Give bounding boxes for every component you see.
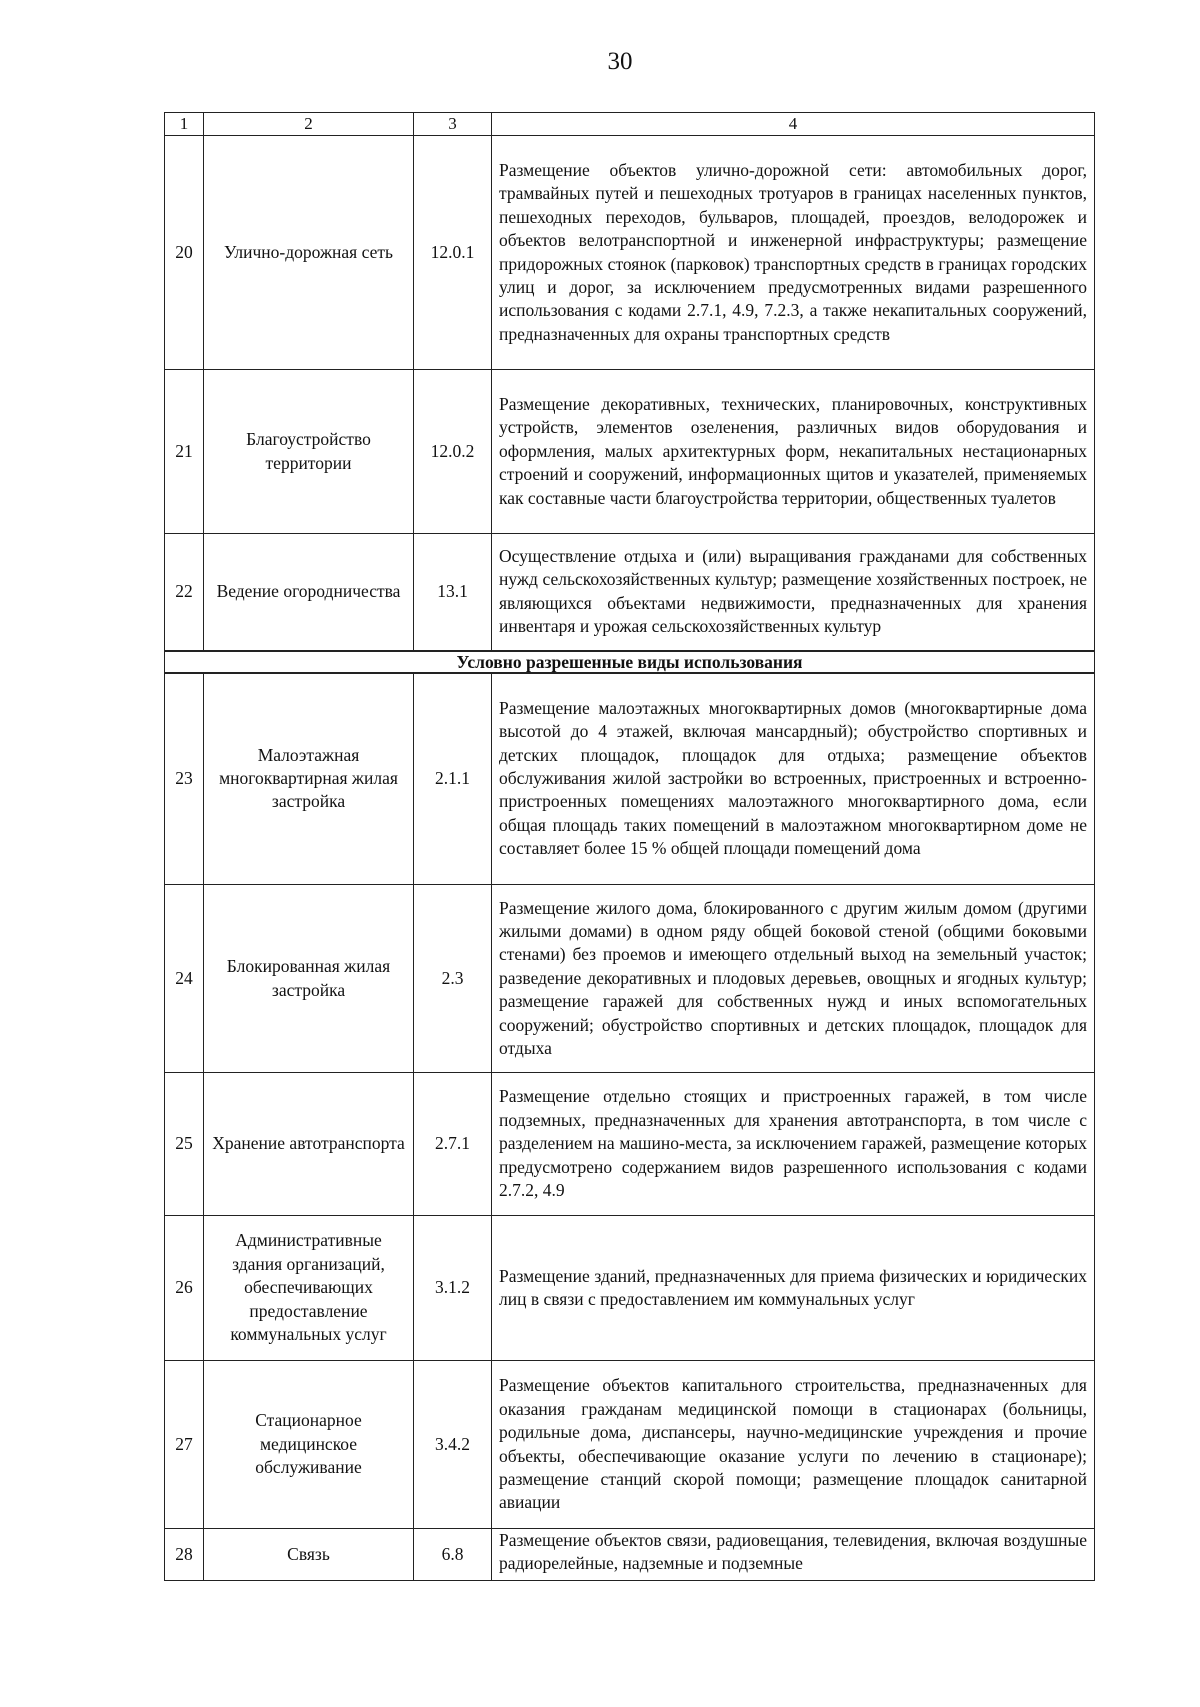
row-code: 6.8 <box>414 1529 492 1581</box>
row-description: Размещение отдельно стоящих и пристроенных гаражей, в том числе подземных, предназначенных для хранения автотранспорта, в том числе с разделением на машино-места, за исключением гаражей, размещение которых предусмотрено содержанием видов разрешенного использования с кодами 2.7.2, 4.9 <box>492 1073 1095 1216</box>
row-use-name: Административные здания организаций, обеспечивающих предоставление коммунальных услуг <box>204 1216 414 1361</box>
table-row <box>165 1216 1095 1361</box>
row-code: 2.7.1 <box>414 1073 492 1216</box>
row-number: 28 <box>165 1529 204 1581</box>
table-row <box>165 370 1095 534</box>
header-col-4: 4 <box>492 113 1095 136</box>
row-number: 25 <box>165 1073 204 1216</box>
row-description: Размещение объектов капитального строительства, предназначенных для оказания гражданам медицинской помощи в стационарах (больницы, родильные дома, диспансеры, научно-медицинские учреждения и прочие объекты, обеспечивающие оказание услуги по лечению в стационаре); размещение станций скорой помощи; размещение площадок санитарной авиации <box>492 1361 1095 1529</box>
header-col-1: 1 <box>165 113 204 136</box>
header-col-3: 3 <box>414 113 492 136</box>
row-number: 20 <box>165 136 204 370</box>
row-description: Размещение жилого дома, блокированного с другим жилым домом (другими жилыми домами) в одном ряду общей боковой стеной (общими боковыми стенами) без проемов и имеющего отдельный выход на земельный участок; разведение декоративных и плодовых деревьев, овощных и ягодных культур; размещение гаражей для собственных нужд и иных вспомогательных сооружений; обустройство спортивных и детских площадок, площадок для отдыха <box>492 885 1095 1073</box>
table-row <box>165 136 1095 370</box>
row-description: Размещение объектов связи, радиовещания, телевидения, включая воздушные радиорелейные, надземные и подземные <box>492 1529 1095 1581</box>
row-description: Размещение малоэтажных многоквартирных домов (многоквартирные дома высотой до 4 этажей, включая мансардный); обустройство спортивных и детских площадок, площадок для отдыха; размещение объектов обслуживания жилой застройки во встроенных, пристроенных и встроенно-пристроенных помещениях малоэтажного многоквартирного дома, если общая площадь таких помещений в малоэтажном многоквартирном доме не составляет более 15 % общей площади помещений дома <box>492 673 1095 885</box>
row-description: Осуществление отдыха и (или) выращивания гражданами для собственных нужд сельскохозяйственных культур; размещение хозяйственных построек, не являющихся объектами недвижимости, предназначенных для хранения инвентаря и урожая сельскохозяйственных культур <box>492 534 1095 651</box>
row-number: 21 <box>165 370 204 534</box>
table-header-row <box>165 113 1095 136</box>
row-number: 22 <box>165 534 204 651</box>
row-code: 13.1 <box>414 534 492 651</box>
table-row <box>165 1073 1095 1216</box>
row-code: 2.3 <box>414 885 492 1073</box>
row-use-name: Блокированная жилая застройка <box>204 885 414 1073</box>
row-description: Размещение объектов улично-дорожной сети: автомобильных дорог, трамвайных путей и пешеходных тротуаров в границах населенных пунктов, пешеходных переходов, бульваров, площадей, проездов, велодорожек и объектов велотранспортной и инженерной инфраструктуры; размещение придорожных стоянок (парковок) транспортных средств в границах городских улиц и дорог, за исключением предусмотренных видами разрешенного использования с кодами 2.7.1, 4.9, 7.2.3, а также некапитальных сооружений, предназначенных для охраны транспортных средств <box>492 136 1095 370</box>
land-use-table <box>164 112 1095 1581</box>
row-use-name: Связь <box>204 1529 414 1581</box>
row-number: 24 <box>165 885 204 1073</box>
row-code: 2.1.1 <box>414 673 492 885</box>
table-row <box>165 673 1095 885</box>
table-body <box>165 113 1095 1581</box>
row-use-name: Ведение огородничества <box>204 534 414 651</box>
row-number: 27 <box>165 1361 204 1529</box>
table-row <box>165 534 1095 651</box>
row-description: Размещение зданий, предназначенных для приема физических и юридических лиц в связи с предоставлением им коммунальных услуг <box>492 1216 1095 1361</box>
row-use-name: Благоустройство территории <box>204 370 414 534</box>
row-use-name: Малоэтажная многоквартирная жилая застройка <box>204 673 414 885</box>
row-use-name: Улично-дорожная сеть <box>204 136 414 370</box>
page-number: 30 <box>607 48 633 75</box>
row-code: 3.4.2 <box>414 1361 492 1529</box>
section-title: Условно разрешенные виды использования <box>165 651 1095 673</box>
row-number: 26 <box>165 1216 204 1361</box>
row-use-name: Хранение автотранспорта <box>204 1073 414 1216</box>
row-use-name: Стационарное медицинское обслуживание <box>204 1361 414 1529</box>
row-code: 3.1.2 <box>414 1216 492 1361</box>
header-col-2: 2 <box>204 113 414 136</box>
row-number: 23 <box>165 673 204 885</box>
row-code: 12.0.1 <box>414 136 492 370</box>
table-row <box>165 1529 1095 1581</box>
row-description: Размещение декоративных, технических, планировочных, конструктивных устройств, элементов озеленения, различных видов оборудования и оформления, малых архитектурных форм, некапитальных нестационарных строений и сооружений, информационных щитов и указателей, применяемых как составные части благоустройства территории, общественных туалетов <box>492 370 1095 534</box>
table-row <box>165 1361 1095 1529</box>
table-row <box>165 885 1095 1073</box>
section-header-row <box>165 651 1095 673</box>
row-code: 12.0.2 <box>414 370 492 534</box>
